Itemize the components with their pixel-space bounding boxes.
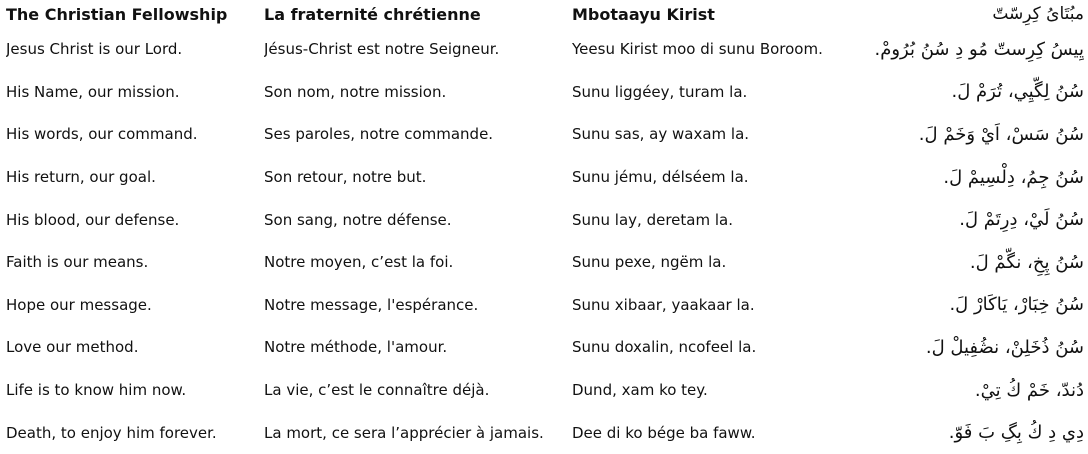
table-row [6, 411, 1084, 454]
cell-french: La vie, c’est le connaître déjà. [264, 381, 490, 400]
table-row [6, 326, 1084, 369]
table-row [6, 71, 1084, 114]
table-row [6, 284, 1084, 327]
cell-wolofal: سُنُ پِخِ، نگّمْ لَ. [969, 251, 1084, 273]
parallel-text-table [6, 0, 1084, 454]
cell-wolof: Dund, xam ko tey. [572, 381, 708, 400]
cell-french: Notre méthode, l'amour. [264, 338, 448, 357]
table-row [6, 198, 1084, 241]
table-row [6, 28, 1084, 71]
cell-wolof: Sunu sas, ay waxam la. [572, 125, 750, 144]
cell-wolof: Sunu jému, délséem la. [572, 168, 749, 187]
cell-french: Son nom, notre mission. [264, 82, 447, 101]
cell-wolofal: دُندّ، خَمْ كُ تِيْ. [974, 379, 1084, 401]
cell-wolof: Sunu doxalin, ncofeel la. [572, 338, 757, 357]
cell-english: Love our method. [6, 338, 139, 357]
cell-wolof: Sunu xibaar, yaakaar la. [572, 295, 755, 314]
cell-wolofal: سُنُ خِبَارْ، يَاكَارْ لَ. [949, 294, 1084, 316]
cell-french: Son retour, notre but. [264, 168, 427, 187]
cell-wolof: Sunu liggéey, turam la. [572, 82, 748, 101]
header-french: La fraternité chrétienne [264, 4, 481, 24]
header-wolofal: مبُتَاىُ كِرِسّتّ [992, 4, 1084, 24]
table-row [6, 156, 1084, 199]
table-row [6, 369, 1084, 412]
cell-french: Notre moyen, c’est la foi. [264, 253, 454, 272]
header-english: The Christian Fellowship [6, 4, 228, 24]
cell-french: Notre message, l'espérance. [264, 295, 479, 314]
cell-french: Jésus-Christ est notre Seigneur. [264, 40, 500, 59]
cell-french: Ses paroles, notre commande. [264, 125, 494, 144]
header-wolof: Mbotaayu Kirist [572, 4, 715, 24]
cell-wolofal: سُنُ لَيْ، دِرِتَمْ لَ. [959, 209, 1084, 231]
header-row [6, 0, 1084, 28]
cell-english: His Name, our mission. [6, 82, 180, 101]
cell-french: La mort, ce sera l’apprécier à jamais. [264, 423, 544, 442]
cell-english: His words, our command. [6, 125, 198, 144]
table-row [6, 113, 1084, 156]
cell-english: His return, our goal. [6, 168, 156, 187]
table-body [6, 28, 1084, 454]
cell-wolofal: دِي دِ كُ بِگِ بَ فَوّ. [948, 422, 1084, 444]
cell-french: Son sang, notre défense. [264, 210, 452, 229]
cell-wolof: Sunu lay, deretam la. [572, 210, 733, 229]
cell-wolofal: سُنُ لِگّيِي، تُرَمْ لَ. [951, 81, 1084, 103]
cell-english: Death, to enjoy him forever. [6, 423, 217, 442]
cell-english: Hope our message. [6, 295, 152, 314]
cell-wolofal: سُنُ سَسْ، اَيْ وَخَمْ لَ. [918, 123, 1084, 145]
cell-wolof: Sunu pexe, ngëm la. [572, 253, 727, 272]
cell-wolof: Yeesu Kirist moo di sunu Boroom. [572, 40, 823, 59]
cell-english: Life is to know him now. [6, 381, 187, 400]
cell-wolofal: سُنُ جِمُ، دِلْسِيمْ لَ. [943, 166, 1084, 188]
cell-english: His blood, our defense. [6, 210, 180, 229]
cell-english: Faith is our means. [6, 253, 149, 272]
cell-wolofal: يِيسُ كِرِستّ مُو دِ سُنُ بُرُومْ. [874, 38, 1084, 60]
cell-wolof: Dee di ko bége ba faww. [572, 423, 756, 442]
cell-english: Jesus Christ is our Lord. [6, 40, 183, 59]
cell-wolofal: سُنُ ذُخَلِنْ، نڞُفِيلْ لَ. [925, 336, 1084, 358]
table-row [6, 241, 1084, 284]
